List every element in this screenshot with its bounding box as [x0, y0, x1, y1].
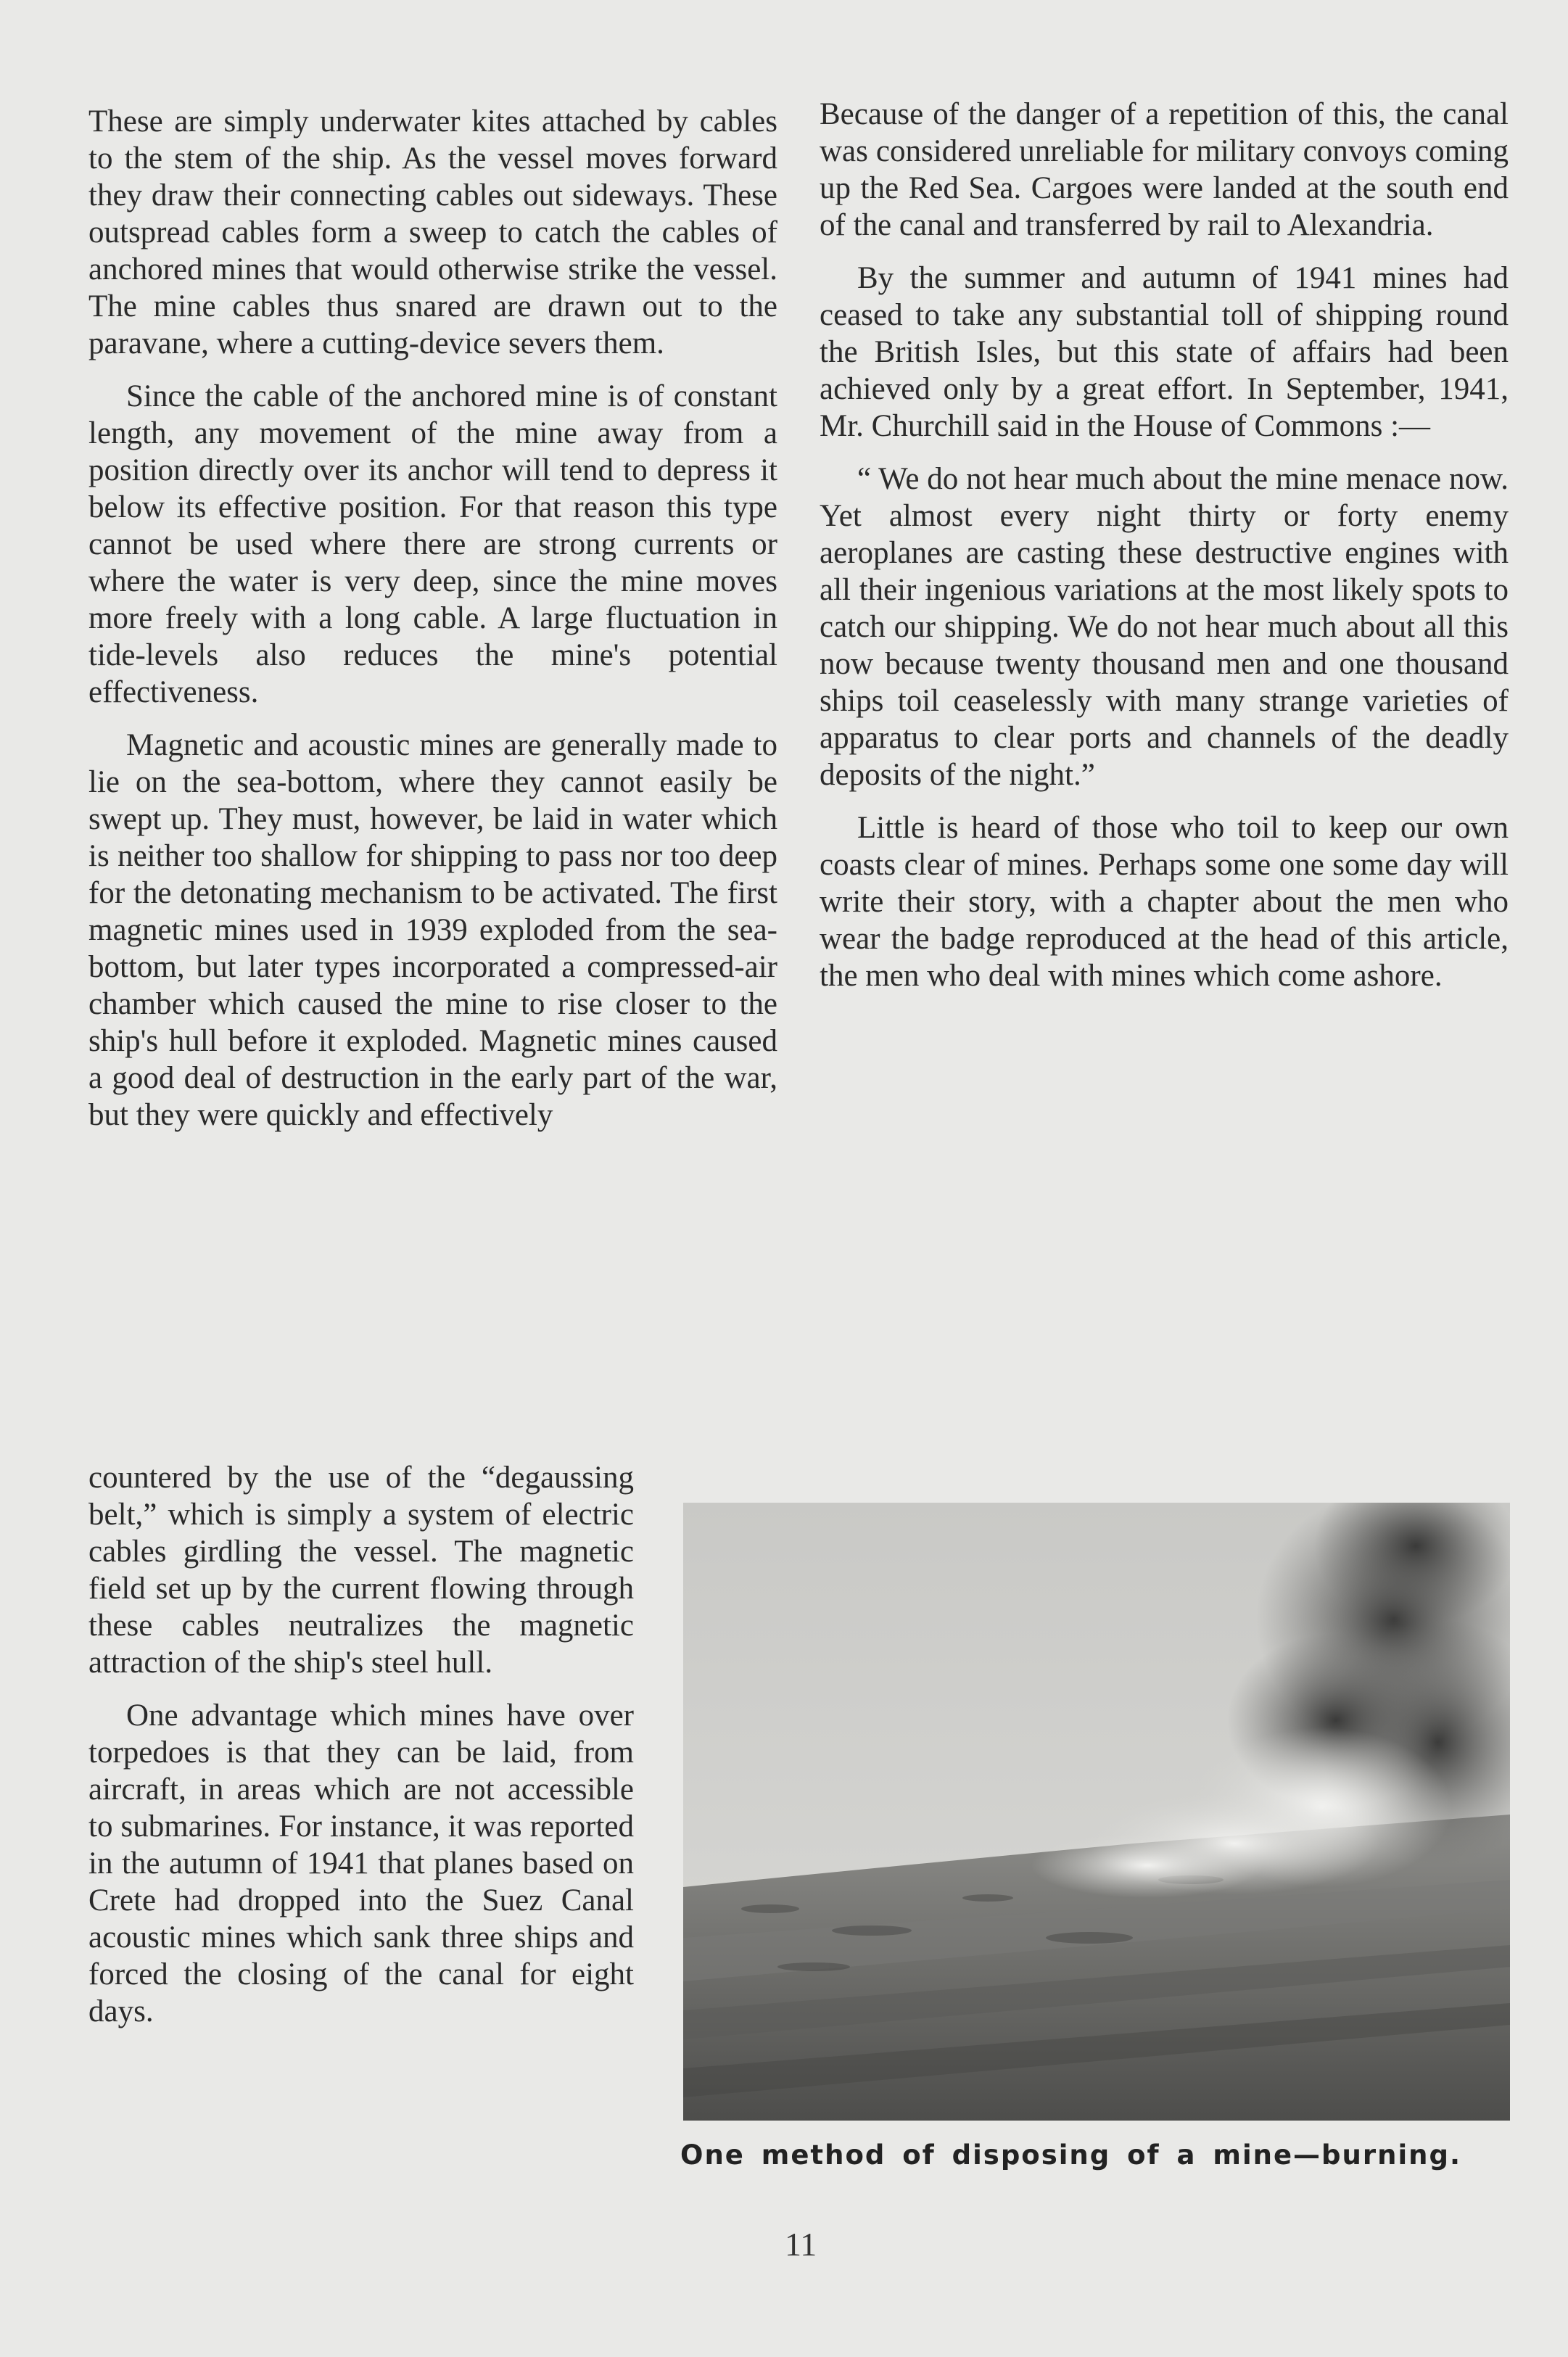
smoke-beach-image [683, 1503, 1510, 2121]
paragraph-mines-vs-torpedoes: One advantage which mines have over torpedoes is that they can be laid, from aircraft, in areas which are not accessible to submarines. For instance, it was reported in the autumn of 1941 that planes based on Crete had dropped into the Suez Canal acoustic mines which sank three ships and forced the closing of the canal for eight days. [88, 1698, 634, 2028]
mine-burning-photo [683, 1503, 1510, 2121]
right-column [820, 96, 1509, 1010]
paragraph-degaussing: countered by the use of the “degaussing belt,” which is simply a system of electric cables girdling the vessel. The magnetic field set up by the current flowing through these cables neutralizes the magnetic attraction of the ship's steel hull. [88, 1461, 634, 1680]
churchill-quote: “ We do not hear much about the mine menace now. Yet almost every night thirty or forty enemy aeroplanes are casting these destructive engines with all their ingenious variations at the most likely spots to catch our shipping. We do not hear much about all this now because twenty thousand men and one thousand ships toil ceaselessly with many strange varieties of apparatus to clear ports and channels of the deadly deposits of the night.” [820, 462, 1509, 792]
photo-caption: One method of disposing of a mine—burning. [680, 2139, 1462, 2171]
left-column-narrow [88, 1459, 634, 2046]
page-number: 11 [785, 2226, 817, 2263]
paragraph-suez-canal: Because of the danger of a repetition of this, the canal was considered unreliable for military convoys coming up the Red Sea. Cargoes were landed at the south end of the canal and transferred by rail to Alexandria. [820, 97, 1509, 242]
paragraph-paravane: These are simply underwater kites attached by cables to the stem of the ship. As the vessel moves forward they draw their connecting cables out sideways. These outspread cables form a sweep to catch the cables of anchored mines that would otherwise strike the vessel. The mine cables thus snared are drawn out to the paravane, where a cutting-device severs them. [88, 104, 777, 360]
paragraph-magnetic-acoustic: Magnetic and acoustic mines are generally made to lie on the sea-bottom, where they cannot easily be swept up. They must, however, be laid in water which is neither too shallow for shipping to pass nor too deep for the detonating mechanism to be activated. The first magnetic mines used in 1939 exploded from the sea-bottom, but later types incorporated a compressed-air chamber which caused the mine to rise closer to the ship's hull before it exploded. Magnetic mines caused a good deal of destruction in the early part of the war, but they were quickly and effectively [88, 728, 777, 1132]
left-column [88, 103, 777, 1149]
paragraph-anchored-mine: Since the cable of the anchored mine is of constant length, any movement of the mine away from a position directly over its anchor will tend to depress it below its effective position. For that reason this type cannot be used where there are strong currents or where the water is very deep, since the mine moves more freely with a long cable. A large fluctuation in tide-levels also reduces the mine's potential effectiveness. [88, 379, 777, 709]
paragraph-british-isles: By the summer and autumn of 1941 mines had ceased to take any substantial toll of shipping round the British Isles, but this state of affairs had been achieved only by a great effort. In September, 1941, Mr. Churchill said in the House of Commons :— [820, 261, 1509, 443]
paragraph-coasts-clear: Little is heard of those who toil to keep our own coasts clear of mines. Perhaps some one some day will write their story, with a chapter about the men who wear the badge reproduced at the head of this article, the men who deal with mines which come ashore. [820, 811, 1509, 993]
